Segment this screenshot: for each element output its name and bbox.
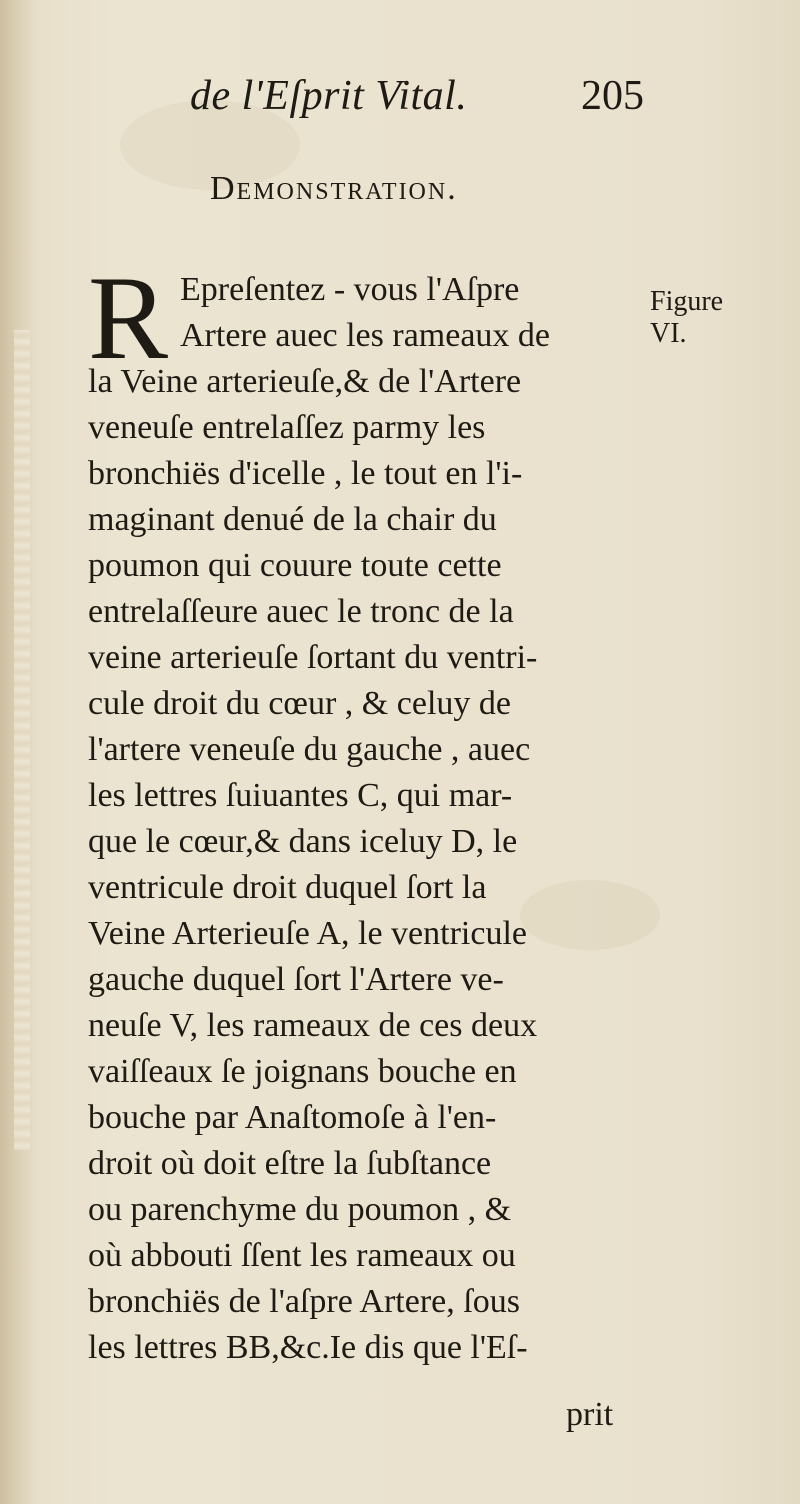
text-line: bouche par Anaſtomoſe à l'en- (88, 1099, 497, 1136)
text-line: les lettres BB,&c.Ie dis que l'Eſ- (88, 1329, 528, 1366)
text-line: la Veine arterieuſe,& de l'Artere (88, 363, 522, 400)
text-line: les lettres ſuiuantes C, qui mar- (88, 777, 513, 814)
margin-note-line: VI. (650, 318, 687, 349)
text-line: Artere auec les rameaux de (180, 317, 550, 354)
text-line: bronchiës de l'aſpre Artere, ſous (88, 1283, 520, 1320)
text-line: Epreſentez - vous l'Aſpre (180, 271, 520, 308)
text-line: bronchiës d'icelle , le tout en l'i- (88, 455, 523, 492)
text-line: maginant denué de la chair du (88, 501, 497, 538)
page-number: 205 (581, 73, 644, 119)
paper-stain (520, 880, 660, 950)
text-line: gauche duquel ſort l'Artere ve- (88, 961, 504, 998)
text-line: veneuſe entrelaſſez parmy les (88, 409, 486, 446)
text-line: l'artere veneuſe du gauche , auec (88, 731, 531, 768)
running-head-title: de l'Eſprit Vital. (190, 73, 468, 119)
drop-cap: R (88, 251, 169, 384)
section-heading: Demonstration. (210, 170, 458, 207)
text-line: où abbouti ſſent les rameaux ou (88, 1237, 516, 1274)
text-line: cule droit du cœur , & celuy de (88, 685, 511, 722)
text-line: ventricule droit duquel ſort la (88, 869, 487, 906)
margin-note (650, 286, 760, 350)
binding-strip (14, 330, 30, 1150)
text-line: droit où doit eſtre la ſubſtance (88, 1145, 492, 1182)
catchword: prit (566, 1396, 614, 1433)
text-line: entrelaſſeure auec le tronc de la (88, 593, 514, 630)
text-line: ou parenchyme du poumon , & (88, 1191, 512, 1228)
text-line: poumon qui couure toute cette (88, 547, 502, 584)
margin-note-line: Figure (650, 286, 724, 317)
text-line: que le cœur,& dans iceluy D, le (88, 823, 518, 860)
text-line: veine arterieuſe ſortant du ventri- (88, 639, 538, 676)
running-head (190, 72, 660, 132)
text-line: vaiſſeaux ſe joignans bouche en (88, 1053, 517, 1090)
text-line: Veine Arterieuſe A, le ventricule (88, 915, 527, 952)
text-line: neuſe V, les rameaux de ces deux (88, 1007, 538, 1044)
